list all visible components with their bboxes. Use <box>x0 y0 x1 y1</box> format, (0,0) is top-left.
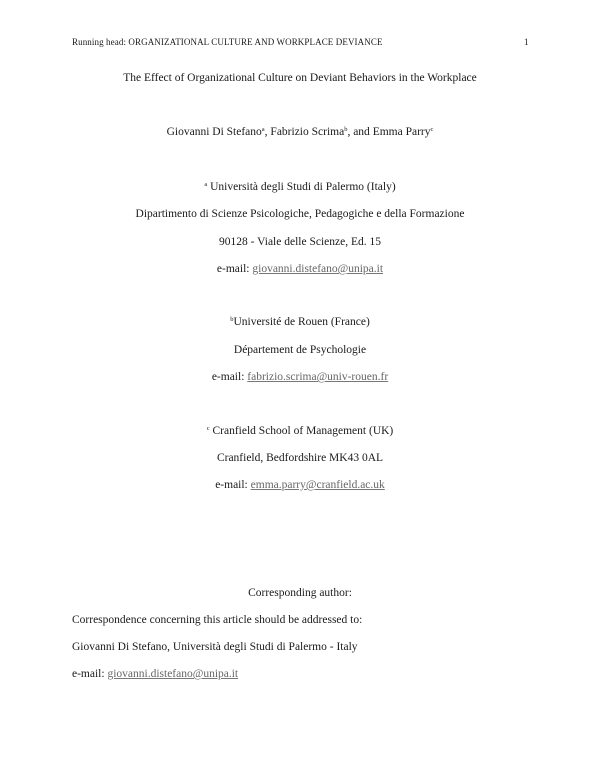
affiliation-address: 90128 - Viale delle Scienze, Ed. 15 <box>219 236 381 248</box>
affiliation-mark: c <box>430 126 434 133</box>
correspondence-email-line <box>72 667 238 681</box>
email-label: e-mail: <box>216 263 250 275</box>
author-name: Giovanni Di Stefano <box>166 126 262 138</box>
author-separator: , <box>264 126 271 138</box>
correspondence-name: Giovanni Di Stefano, Università degli Studi di Palermo - Italy <box>72 641 358 653</box>
institution-name: Cranfield School of Management (UK) <box>212 425 394 437</box>
page-number: 1 <box>524 37 529 47</box>
affiliation-institution <box>0 424 600 438</box>
author-list <box>0 125 600 139</box>
running-head: Running head: ORGANIZATIONAL CULTURE AND WORKPLACE DEVIANCE <box>72 37 383 47</box>
author-name: Emma Parry <box>372 126 431 138</box>
author-separator: , and <box>347 126 373 138</box>
affiliation-mark: a <box>261 126 265 133</box>
affiliation-mark: c <box>206 425 210 432</box>
email-label: e-mail: <box>72 668 105 680</box>
affiliation-mark: b <box>230 316 234 323</box>
affiliation-email-line <box>0 478 600 492</box>
affiliation-mark: a <box>204 181 208 188</box>
affiliation-institution <box>0 315 600 329</box>
affiliation-mark: b <box>344 126 348 133</box>
affiliation-department: Département de Psychologie <box>233 344 367 356</box>
affiliation-email-line <box>0 262 600 276</box>
email-link[interactable]: giovanni.distefano@unipa.it <box>107 668 239 680</box>
affiliation-department: Dipartimento di Scienze Psicologiche, Pedagogiche e della Formazione <box>135 208 465 220</box>
email-link[interactable]: giovanni.distefano@unipa.it <box>252 263 384 275</box>
email-link[interactable]: emma.parry@cranfield.ac.uk <box>250 479 385 491</box>
author-name: Fabrizio Scrima <box>270 126 345 138</box>
affiliation-address: Cranfield, Bedfordshire MK43 0AL <box>216 452 384 464</box>
institution-name: Università degli Studi di Palermo (Italy) <box>210 181 396 193</box>
affiliation-email-line <box>0 370 600 384</box>
email-label: e-mail: <box>211 371 245 383</box>
email-label: e-mail: <box>215 479 248 491</box>
affiliation-institution <box>0 180 600 194</box>
correspondence-intro: Correspondence concerning this article should be addressed to: <box>72 614 363 626</box>
email-link[interactable]: fabrizio.scrima@univ-rouen.fr <box>247 371 389 383</box>
paper-title: The Effect of Organizational Culture on Deviant Behaviors in the Workplace <box>123 72 477 84</box>
corresponding-author-heading: Corresponding author: <box>248 587 352 599</box>
institution-name: Université de Rouen (France) <box>233 316 370 328</box>
